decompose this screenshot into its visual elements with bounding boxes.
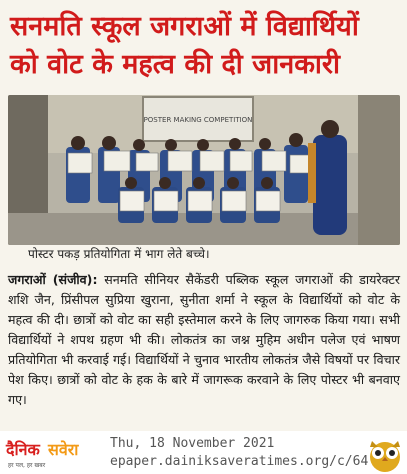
- epaper-stamp: [110, 435, 370, 471]
- svg-text:हर पल, हर खबर: हर पल, हर खबर: [8, 462, 46, 469]
- photo-caption: पोस्टर पकड़ प्रतियोगिता में भाग लेते बच्चे।: [8, 246, 400, 263]
- headline-line-1: सनमति स्कूल जगराओं में विद्यार्थियों: [10, 11, 359, 42]
- headline: [10, 8, 400, 84]
- svg-text:सवेरा: सवेरा: [48, 440, 79, 459]
- svg-text:दैनिक: दैनिक: [6, 440, 40, 459]
- news-photo: [8, 95, 400, 245]
- edition-date: Thu, 18 November 2021: [110, 436, 275, 451]
- epaper-footer: [0, 431, 407, 474]
- dainik-savera-logo: [4, 435, 104, 471]
- epaper-url[interactable]: epaper.dainiksaveratimes.org/c/64: [110, 454, 369, 469]
- headline-line-2: को वोट के महत्व की दी जानकारी: [10, 49, 340, 80]
- article-body: [8, 270, 400, 410]
- article-byline: जगराओं (संजीव):: [8, 272, 98, 287]
- classroom-photo-illustration: [8, 95, 400, 245]
- owl-mascot-icon: [366, 433, 404, 473]
- poster-banner-text: POSTER MAKING COMPETITION: [143, 116, 253, 124]
- article-text: सनमति सीनियर सैकेंडरी पब्लिक स्कूल जगराओं की डायरेक्टर शशि जैन, प्रिंसीपल सुप्रिया खुराना, सुनीता शर्मा ने स्कूल के विद्यार्थियों को वोट के महत्व की दी। छात्रों को वोट का सही इस्तेमाल करने के लिए जागरुक किया गया। सभी विद्यार्थियों ने शपथ ग्रहण भी की। लोकतंत्र का जश्न मुहिम अधीन पलेज एवं भाषण प्रतियोगिता भी करवाई गई। विद्यार्थियों ने चुनाव भारतीय लोकतंत्र जैसे विषयों पर विचार पेश किए। छात्रों को वोट के हक के बारे में जागरूक करवाने के लिए पोस्टर भी बनवाए गए।: [8, 272, 400, 407]
